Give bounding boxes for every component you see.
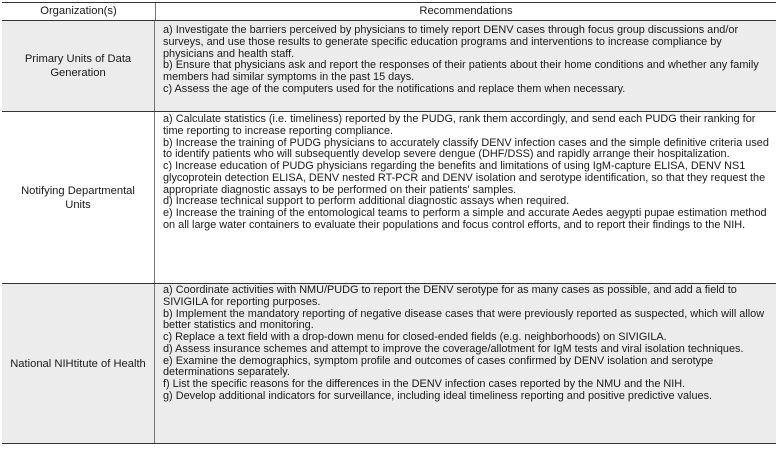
- recommendation-item: d) Assess insurance schemes and attempt to improve the coverage/allotment for IgM tests and viral isolation techniques.: [163, 342, 744, 355]
- org-cell: Notifying Departmental Units: [2, 112, 155, 283]
- header-recommendations: Recommendations: [419, 5, 513, 17]
- recommendation-item: e) Increase the training of the entomological teams to perform a simple and accurate Aedes aegypti pupae estimation method on all large water containers to evaluate their populations and focus control efforts, and to report their findings to the NIH.: [163, 207, 767, 231]
- table-row-notifying-units: [2, 112, 776, 284]
- recommendation-item: d) Increase technical support to perform additional diagnostic assays when required.: [163, 195, 570, 208]
- org-cell: Primary Units of Data Generation: [2, 21, 155, 111]
- recommendation-item: b) Implement the mandatory reporting of negative disease cases that were previously reported as suspected, which will allow better statistics and monitoring.: [163, 307, 765, 332]
- table-header: [2, 2, 776, 21]
- recommendation-item: g) Develop additional indicators for surveillance, including ideal timeliness reporting and positive predictive values.: [163, 389, 713, 402]
- recommendations-cell: [155, 284, 776, 443]
- recommendation-item: f) List the specific reasons for the differences in the DENV infection cases reported by the NMU and the NIH.: [163, 378, 686, 390]
- recommendation-item: c) Replace a text field with a drop-down menu for closed-ended fields (e.g. neighborhoods) on SIVIGILA.: [163, 331, 667, 343]
- recommendations-cell: [155, 21, 776, 111]
- org-cell: National NIHtitute of Health: [2, 284, 155, 443]
- recommendation-item: c) Assess the age of the computers used for the notifications and replace them when necessary.: [163, 82, 626, 95]
- recommendation-item: a) Investigate the barriers perceived by physicians to timely report DENV cases through focus group discussions and/or surveys, and use those results to generate specific education programs and interventions to increase compliance by physicians and health staff.: [163, 24, 739, 60]
- recommendation-item: b) Increase the training of PUDG physicians to accurately classify DENV infection cases and the simple definitive criteria used to identify patients who will subsequently develop severe dengue (DHF/DSS) and rapidly arrange their hospitalization.: [163, 136, 769, 161]
- recommendation-item: e) Examine the demographics, symptom profile and outcomes of cases confirmed by DENV isolation and serotype determinations separately.: [163, 354, 714, 379]
- recommendation-item: a) Calculate statistics (i.e. timeliness) reported by the PUDG, rank them accordingly, and send each PUDG their ranking for time reporting to increase reporting compliance.: [163, 113, 756, 137]
- table-row-national-institute: [2, 284, 776, 444]
- header-organizations: Organization(s): [2, 3, 156, 20]
- recommendation-item: b) Ensure that physicians ask and report the responses of their patients about their home conditions and whether any family members had similar symptoms in the past 15 days.: [163, 59, 759, 83]
- recommendations-table: [2, 2, 776, 444]
- table-row-primary-units: [2, 21, 776, 112]
- recommendation-item: a) Coordinate activities with NMU/PUDG to report the DENV serotype for as many cases as possible, and add a field to SIVIGILA for reporting purposes.: [163, 284, 737, 308]
- recommendation-item: c) Increase education of PUDG physicians regarding the benefits and limitations of using IgM-capture ELISA, DENV NS1 glycoprotein detection ELISA, DENV nested RT-PCR and DENV isolation and serotype identification, so that they request the appropriate diagnostic assays to be performed on their patients' samples.: [163, 160, 766, 196]
- recommendations-cell: [155, 112, 776, 283]
